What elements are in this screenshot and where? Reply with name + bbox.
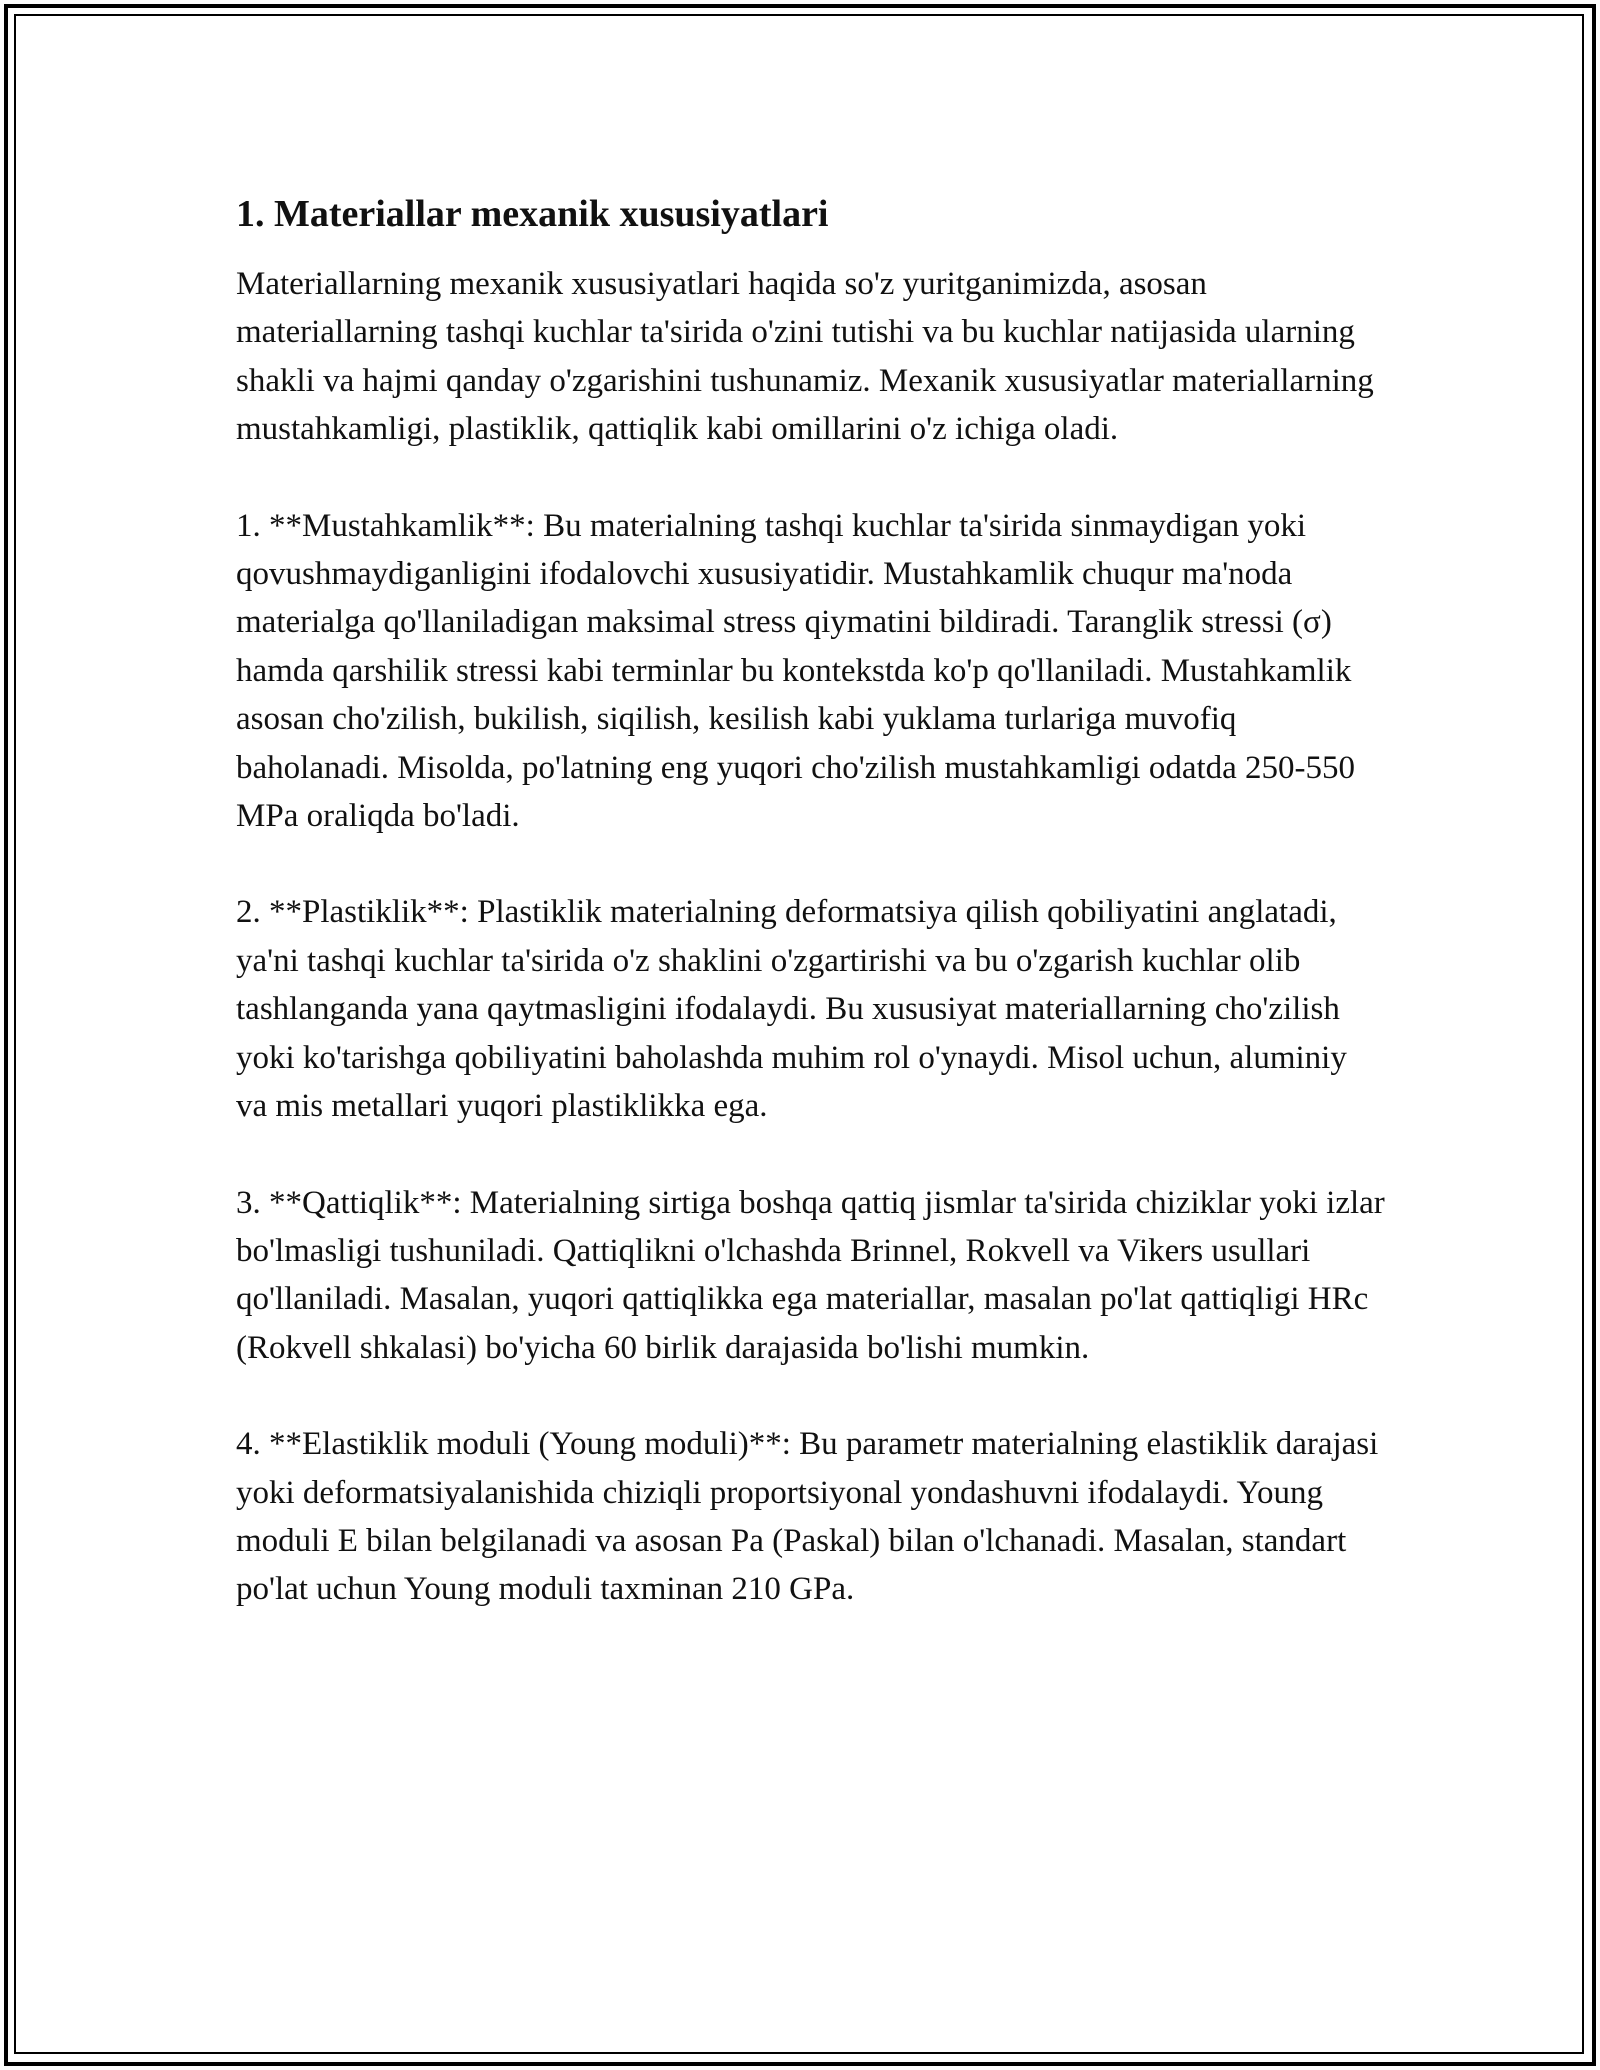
intro-paragraph: Materiallarning mexanik xususiyatlari haqida so'z yuritganimizda, asosan materiallarning tashqi kuchlar ta'sirida o'zini tutishi va bu kuchlar natijasida ularning shakli va hajmi qanday o'zgarishini tushunamiz. Mexanik xususiyatlar materiallarning mustahkamligi, plastiklik, qattiqlik kabi omillarini o'z ichiga oladi. [236, 266, 1374, 448]
section-heading: 1. Materiallar mexanik xususiyatlari [236, 193, 829, 235]
strength-paragraph: 1. **Mustahkamlik**: Bu materialning tashqi kuchlar ta'sirida sinmaydigan yoki qovushmaydiganligini ifodalovchi xususiyatidir. Mustahkamlik chuqur ma'noda materialga qo'llaniladigan maksimal stress qiymatini bildiradi. Taranglik stressi (σ) hamda qarshilik stressi kabi terminlar bu kontekstda ko'p qo'llaniladi. Mustahkamlik asosan cho'zilish, bukilish, siqilish, kesilish kabi yuklama turlariga muvofiq baholanadi. Misolda, po'latning eng yuqori cho'zilish mustahkamligi odatda 250-550 MPa oraliqda bo'ladi. [236, 507, 1356, 835]
plasticity-paragraph: 2. **Plastiklik**: Plastiklik materialning deformatsiya qilish qobiliyatini anglatadi, ya'ni tashqi kuchlar ta'sirida o'z shaklini o'zgartirishi va bu o'zgarish kuchlar olib tashlanganda yana qaytmasligini ifodalaydi. Bu xususiyat materiallarning cho'zilish yoki ko'tarishga qobiliyatini baholashda muhim rol o'ynaydi. Misol uchun, aluminiy va mis metallari yuqori plastiklikka ega. [236, 894, 1347, 1125]
hardness-paragraph: 3. **Qattiqlik**: Materialning sirtiga boshqa qattiq jismlar ta'sirida chiziklar yoki izlar bo'lmasligi tushuniladi. Qattiqlikni o'lchashda Brinnel, Rokvell va Vikers usullari qo'llaniladi. Masalan, yuqori qattiqlikka ega materiallar, masalan po'lat qattiqligi HRc (Rokvell shkalasi) bo'yicha 60 birlik darajasida bo'lishi mumkin. [236, 1184, 1385, 1366]
elastic-modulus-paragraph: 4. **Elastiklik moduli (Young moduli)**: Bu parametr materialning elastiklik darajasi yoki deformatsiyalanishida chiziqli proportsiyonal yondashuvni ifodalaydi. Young moduli E bilan belgilanadi va asosan Pa (Paskal) bilan o'lchanadi. Masalan, standart po'lat uchun Young moduli taxminan 210 GPa. [236, 1426, 1379, 1608]
document-body [236, 186, 1386, 1662]
